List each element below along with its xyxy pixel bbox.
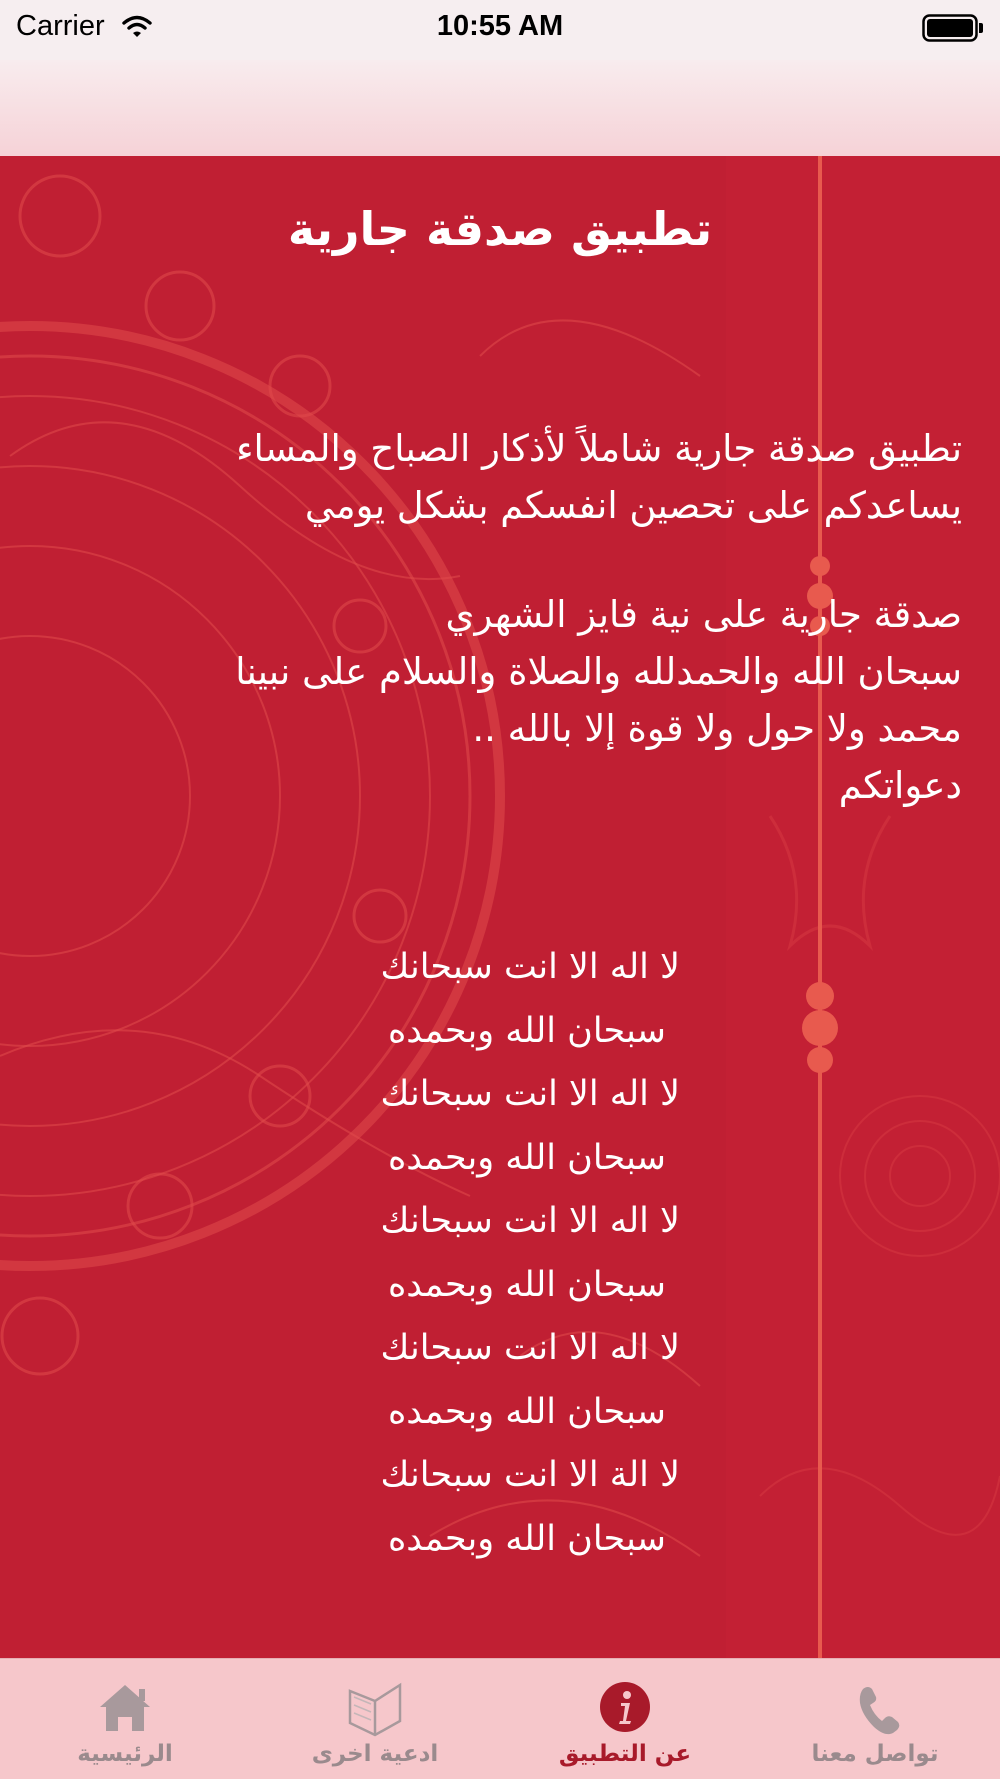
tab-label: الرئيسية [77,1741,173,1767]
dhikr-line: لا اله الا انت سبحانك [380,947,680,987]
tab-label: ادعية اخرى [311,1741,439,1767]
dhikr-line: لا اله الا انت سبحانك [380,1074,680,1114]
navigation-bar [0,60,1000,156]
tab-home[interactable] [0,1659,250,1779]
dhikr-line: لا اله الا انت سبحانك [380,1328,680,1368]
page-title: تطبيق صدقة جارية [287,202,713,256]
about-description [100,420,962,814]
dedication-line: صدقة جارية على نية فايز الشهري [445,593,962,636]
tab-label: عن التطبيق [558,1741,692,1767]
tab-other-duas[interactable] [250,1659,500,1779]
phone-icon [750,1677,1000,1737]
dhikr-line: سبحان الله وبحمده [387,1391,666,1432]
dhikr-line: سبحان الله وبحمده [387,1264,666,1305]
dhikr-list [260,936,680,1571]
dhikr-line: سبحان الله وبحمده [387,1137,666,1178]
dedication-line: سبحان الله والحمدلله والصلاة والسلام على نبينا [235,650,962,693]
intro-line: يساعدكم على تحصين انفسكم بشكل يومي [304,484,962,527]
battery-icon [922,14,984,46]
info-icon [500,1677,750,1737]
dhikr-line: سبحان الله وبحمده [387,1010,666,1051]
dhikr-line: لا اله الا انت سبحانك [380,1201,680,1241]
dhikr-line: لا الة الا انت سبحانك [380,1455,680,1495]
dedication-line: محمد ولا حول ولا قوة إلا بالله .. [472,707,962,750]
home-icon [0,1677,250,1737]
intro-line: تطبيق صدقة جارية شاملاً لأذكار الصباح والمساء [236,427,962,470]
tab-label: تواصل معنا [811,1741,939,1767]
tab-contact-us[interactable] [750,1659,1000,1779]
status-bar [0,0,1000,60]
about-content[interactable] [0,156,1000,1658]
clock: 10:55 AM [436,10,564,42]
dhikr-line: سبحان الله وبحمده [387,1518,666,1559]
tab-about-app[interactable] [500,1659,750,1779]
book-icon [250,1677,500,1737]
carrier-label: Carrier [16,10,105,42]
tab-bar [0,1658,1000,1779]
dedication-line: دعواتكم [838,764,962,807]
